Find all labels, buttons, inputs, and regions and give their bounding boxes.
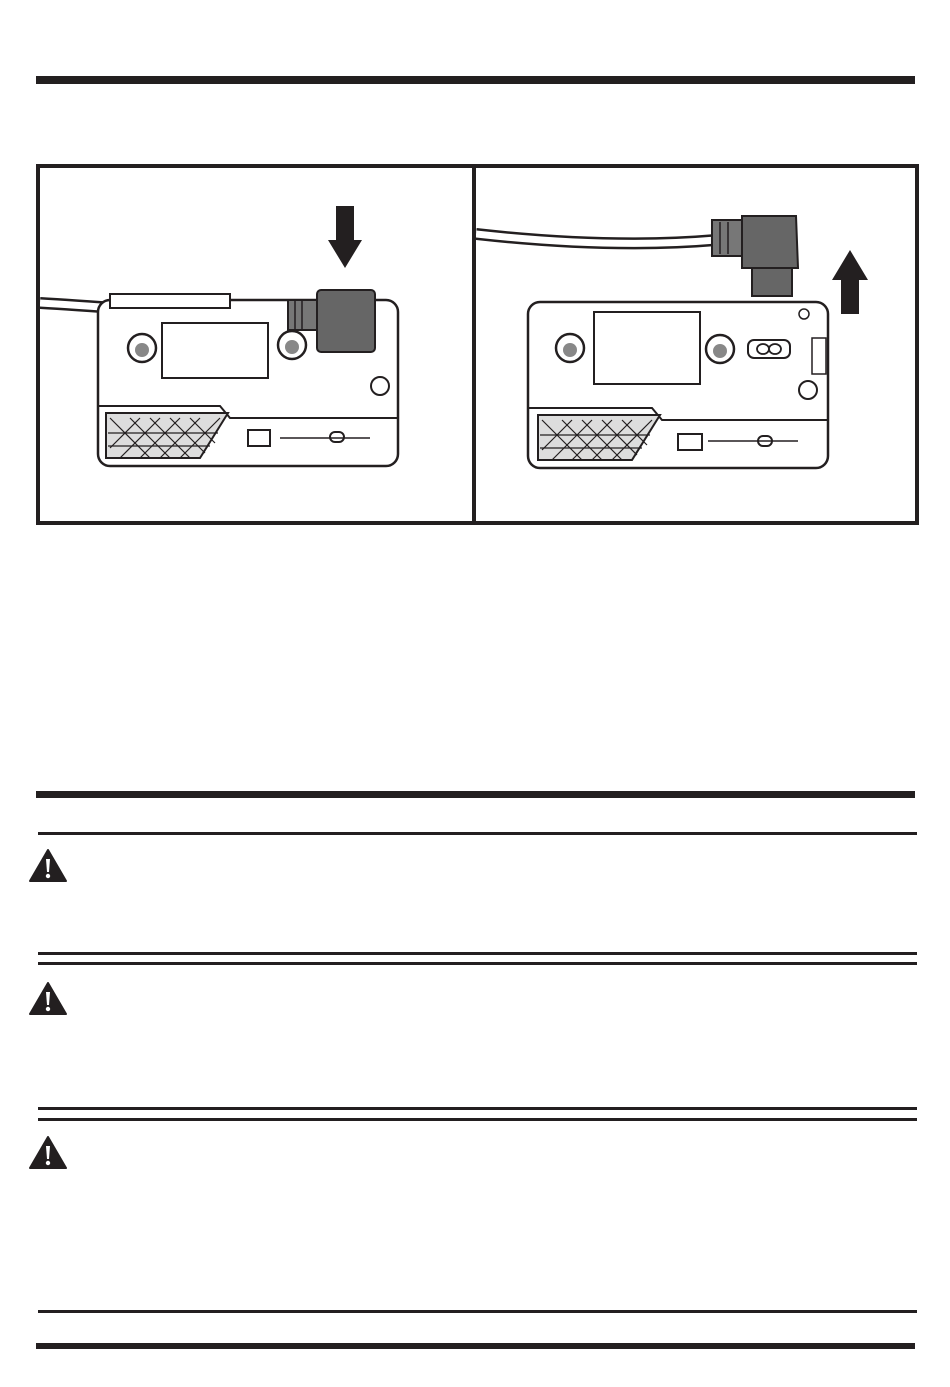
warning-box-2-top-rule [38,962,917,965]
footer-rule [36,1343,915,1349]
warning-triangle-icon [28,1135,68,1171]
warning-box-2-bottom-rule [38,1107,917,1110]
warning-box-3-top-rule [38,1118,917,1121]
top-section-rule [36,76,915,84]
up-arrow-icon [832,250,868,314]
battery-pack-detach-illustration [476,168,915,521]
warning-triangle-icon [28,981,68,1017]
warning-box-1-top-rule [38,832,917,835]
warning-box-3-bottom-rule [38,1310,917,1313]
battery-pack-attach-illustration [40,168,472,521]
down-arrow-icon [328,206,362,268]
section-rule [36,791,915,798]
warning-box-1-bottom-rule [38,952,917,955]
figure-detach-panel [472,164,919,525]
figure-attach-panel [36,164,476,525]
warning-triangle-icon [28,848,68,884]
